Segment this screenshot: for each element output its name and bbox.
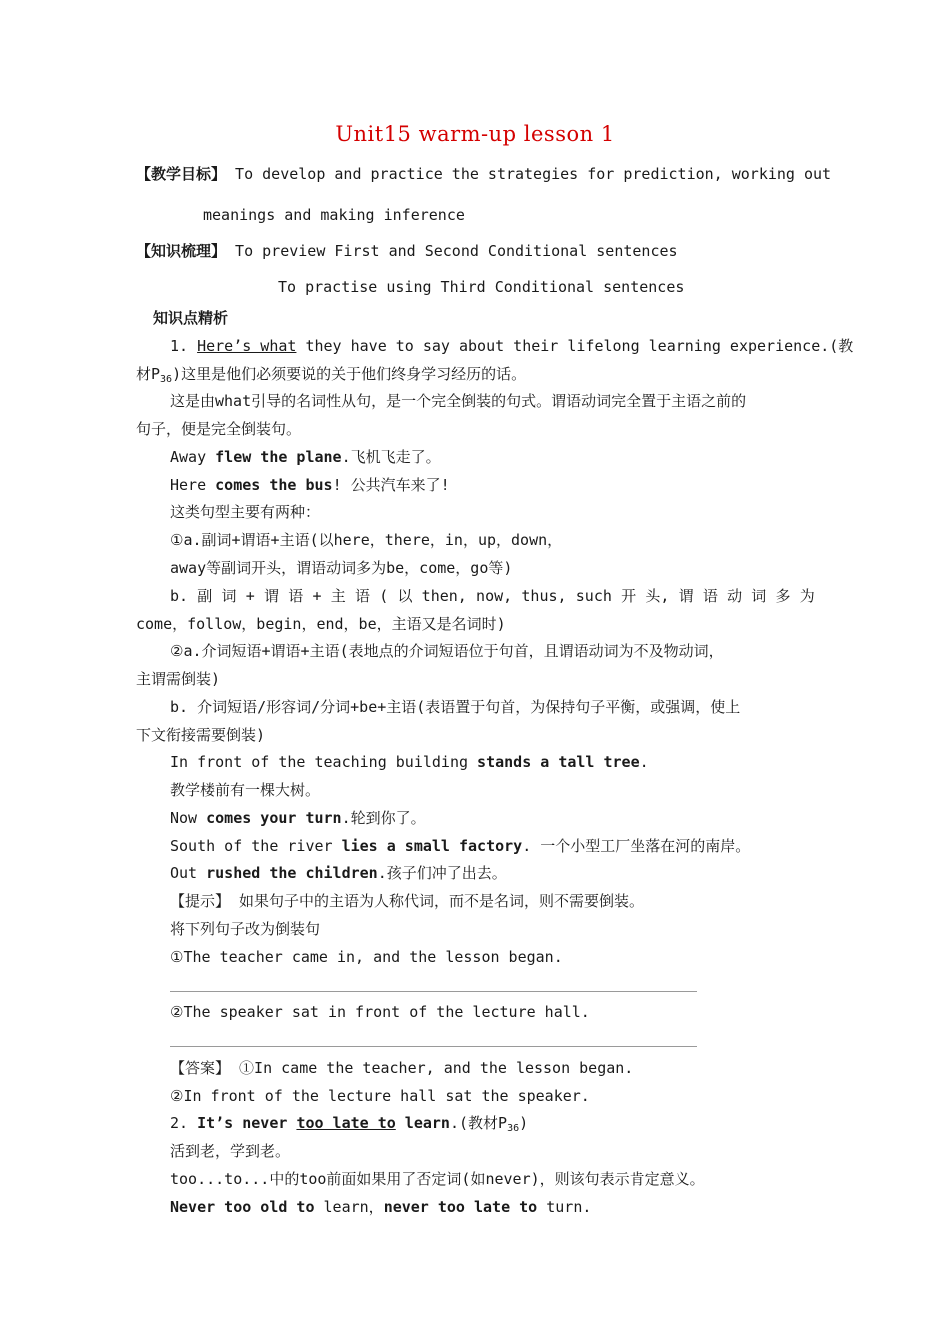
- example-here-bold: comes the bus: [215, 476, 333, 494]
- knowledge-label: 【知识梳理】: [136, 242, 227, 260]
- type1a-line-2: away等副词开头，谓语动词多为be，come，go等): [170, 559, 513, 577]
- example-here-cn: ! 公共汽车来了!: [332, 476, 450, 494]
- type1b-token: 开: [621, 587, 637, 605]
- point2-bold-a: It’s never: [197, 1114, 297, 1132]
- point2-line-1: [170, 1113, 528, 1139]
- point2-bold-b: learn: [395, 1114, 450, 1132]
- example-tree: [170, 752, 649, 772]
- example-tree-bold: stands a tall tree: [477, 753, 640, 771]
- type1b-line-2: come，follow，begin，end，be，主语又是名词时): [136, 615, 506, 633]
- knowledge-text-1: To preview First and Second Conditional sentences: [226, 242, 678, 260]
- point2-source-page: 36: [507, 1123, 520, 1134]
- point1-line-1: [170, 336, 853, 356]
- exercise-question-1: ①The teacher came in, and the lesson began.: [170, 948, 563, 966]
- objectives-line-1: [136, 164, 831, 184]
- point2-example-old: too old to: [215, 1198, 315, 1216]
- point1-sentence: they have to say about their lifelong learning experience.(教: [296, 337, 854, 355]
- type1b-token: now,: [476, 587, 513, 605]
- type1b-token: 语: [702, 587, 718, 605]
- point1-source-a: 材P: [136, 365, 161, 383]
- point1-key-phrase: Here’s what: [197, 337, 297, 355]
- type1b-token: (: [379, 587, 389, 605]
- point2-example-turn: turn.: [537, 1198, 592, 1216]
- page-title: Unit15 warm-up lesson 1: [335, 122, 615, 146]
- answer-label: 【答案】: [170, 1059, 231, 1077]
- type1b-token: 动: [727, 587, 743, 605]
- answer-line-1: [170, 991, 697, 992]
- answer-line-2: [170, 1046, 697, 1047]
- example-turn-cn: .轮到你了。: [341, 809, 426, 827]
- example-children-cn: .孩子们冲了出去。: [377, 864, 507, 882]
- type1b-token: b.: [170, 587, 189, 605]
- example-turn-plain: Now: [170, 809, 207, 827]
- example-here: [170, 475, 450, 495]
- example-factory: [170, 836, 750, 856]
- type1b-token: 为: [799, 587, 815, 605]
- type2b-line-2: 下文衔接需要倒装): [136, 726, 266, 744]
- example-children-plain: Out: [170, 864, 207, 882]
- analysis-heading: 知识点精析: [153, 309, 229, 327]
- answer-1: ①In came the teacher, and the lesson began.: [230, 1059, 634, 1077]
- type1b-token: 副: [197, 587, 213, 605]
- point1-explanation-1: 这是由what引导的名词性从句，是一个完全倒装的句式。谓语动词完全置于主语之前的: [170, 392, 747, 410]
- objectives-label: 【教学目标】: [136, 165, 227, 183]
- point2-example-never-1: Never: [170, 1198, 216, 1216]
- type1b-token: such: [575, 587, 612, 605]
- point2-source-a: .(教材P: [449, 1114, 508, 1132]
- type1b-token: 头,: [645, 587, 670, 605]
- example-factory-plain: South of the river: [170, 837, 342, 855]
- point2-source-b: ): [519, 1114, 529, 1132]
- example-away-cn: .飞机飞走了。: [341, 448, 441, 466]
- example-away-plain: Away: [170, 448, 216, 466]
- example-tree-plain: In front of the teaching building: [170, 753, 478, 771]
- point2-example-never-2: never too late to: [383, 1198, 538, 1216]
- knowledge-line-1: [136, 241, 678, 261]
- type1b-token: 语: [354, 587, 370, 605]
- type1b-token: 词: [751, 587, 767, 605]
- exercise-question-2: ②The speaker sat in front of the lecture hall.: [170, 1003, 590, 1021]
- point1-source-page: 36: [160, 374, 173, 385]
- objectives-text-1: To develop and practice the strategies for prediction, working out: [226, 165, 832, 183]
- type2a-line-2: 主谓需倒装): [136, 670, 221, 688]
- type1b-token: 谓: [678, 587, 694, 605]
- type1b-token: 语: [288, 587, 304, 605]
- type1b-token: 词: [221, 587, 237, 605]
- type1b-token: 主: [330, 587, 346, 605]
- point2-translation: 活到老，学到老。: [170, 1142, 291, 1160]
- example-turn-bold: comes your turn: [206, 809, 342, 827]
- example-children-bold: rushed the children: [206, 864, 378, 882]
- type1a-line-1: ①a.副词+谓语+主语(以here，there，in，up，down，: [170, 531, 563, 549]
- point1-explanation-2: 句子，便是完全倒装句。: [136, 420, 302, 438]
- example-tree-end: .: [639, 753, 649, 771]
- point2-example-learn: learn，: [314, 1198, 384, 1216]
- point2-key-phrase: too late to: [296, 1114, 396, 1132]
- example-turn: [170, 808, 426, 828]
- tip: [170, 891, 644, 911]
- exercise-intro: 将下列句子改为倒装句: [170, 920, 321, 938]
- type1b-token: thus,: [521, 587, 567, 605]
- example-here-plain: Here: [170, 476, 216, 494]
- knowledge-text-2: To practise using Third Conditional sentences: [278, 278, 685, 296]
- types-intro: 这类句型主要有两种：: [170, 503, 321, 521]
- tip-text: 如果句子中的主语为人称代词，而不是名词，则不需要倒装。: [230, 892, 645, 910]
- type1b-token: 谓: [264, 587, 280, 605]
- point2-explanation: too...to...中的too前面如果用了否定词(如never)，则该句表示肯定意义。: [170, 1170, 705, 1188]
- example-tree-cn: 教学楼前有一棵大树。: [170, 781, 321, 799]
- type1b-token: then,: [421, 587, 467, 605]
- tip-label: 【提示】: [170, 892, 231, 910]
- point1-line-2: [136, 364, 526, 390]
- example-away-bold: flew the plane: [215, 448, 342, 466]
- type1b-token: +: [312, 587, 322, 605]
- answer: [170, 1058, 633, 1078]
- type2a-line-1: ②a.介词短语+谓语+主语(表地点的介词短语位于句首，且谓语动词为不及物动词，: [170, 642, 724, 660]
- example-factory-cn: . 一个小型工厂坐落在河的南岸。: [522, 837, 751, 855]
- type2b-line-1: b. 介词短语/形容词/分词+be+主语(表语置于句首，为保持句子平衡，或强调，使上: [170, 698, 741, 716]
- example-children: [170, 863, 507, 883]
- point1-number: 1.: [170, 337, 198, 355]
- point2-number: 2.: [170, 1114, 198, 1132]
- type1b-token: 多: [775, 587, 791, 605]
- objectives-text-2: meanings and making inference: [203, 206, 465, 224]
- type1b-line-1: [170, 586, 815, 606]
- example-factory-bold: lies a small factory: [341, 837, 523, 855]
- example-away: [170, 447, 441, 467]
- type1b-token: 以: [397, 587, 413, 605]
- type1b-token: +: [245, 587, 255, 605]
- point1-translation: )这里是他们必须要说的关于他们终身学习经历的话。: [172, 365, 527, 383]
- answer-2: ②In front of the lecture hall sat the speaker.: [170, 1087, 590, 1105]
- point2-example: [170, 1197, 591, 1217]
